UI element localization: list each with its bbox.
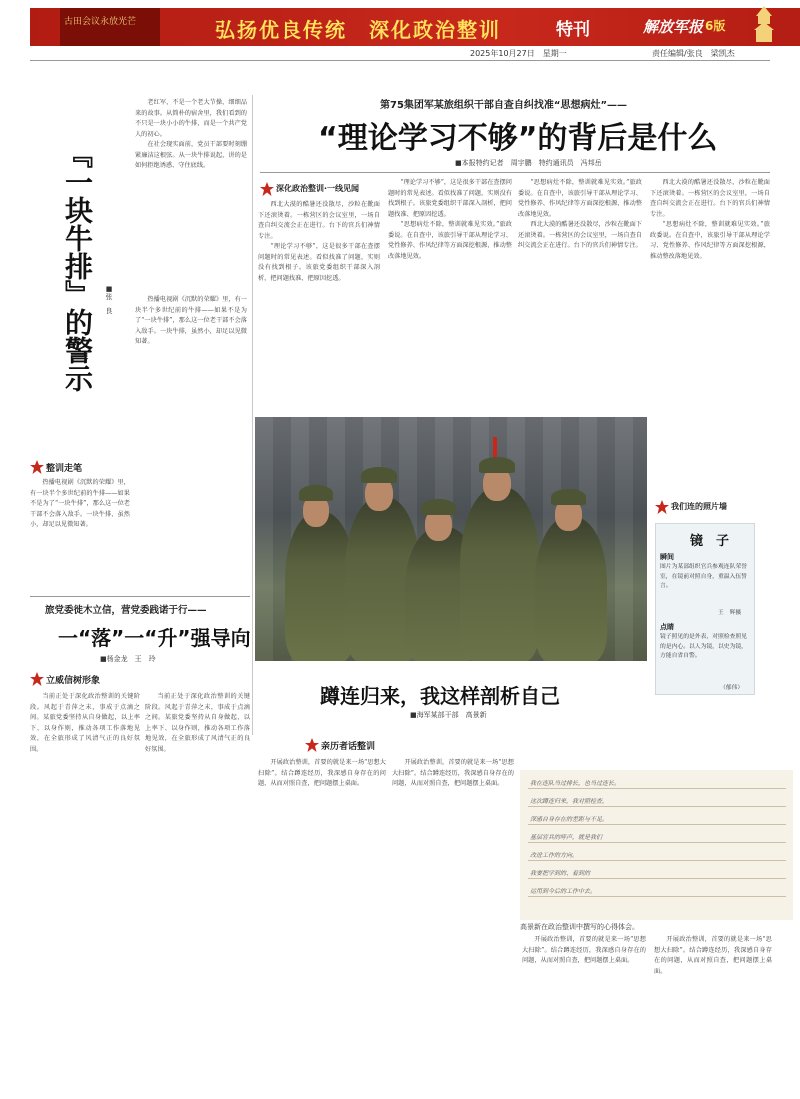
editors: 责任编辑/张良 梁凯杰 <box>652 49 735 58</box>
star-icon <box>30 672 44 686</box>
dateline: 2025年10月27日 星期一 <box>470 49 567 58</box>
main-headline: “理论学习不够”的背后是什么 <box>318 121 718 156</box>
letter-line: 改进工作的方向。 <box>530 852 579 859</box>
main-text-col3 <box>518 178 642 412</box>
letter-line: 深感自身存在的差距与不足。 <box>530 816 609 823</box>
paper-name: 解放军报 <box>643 18 704 36</box>
main-paragraph: “思想病灶不除，整训就难见实效。”旅政委说。在自查中，该旅引导干部从理论学习、党性修养、作风纪律等方面深挖根源，推动整改落地见效。 <box>388 221 512 260</box>
zhengxun-paragraph: 热播电视剧《沉默的荣耀》里，有一块半个多世纪前的牛排——如果不是为了“一块牛排”，那么这一位老干部不会落入敌手。一块牛排，虽然小，却足以见微知著。 <box>30 479 130 528</box>
photo-story-byline: ■海军某部干部 高景新 <box>410 711 487 719</box>
banner-slogan: 弘扬优良传统 深化政治整训 <box>215 18 501 42</box>
star-icon <box>655 500 669 514</box>
essay-paragraph: 老红军，不是一个老大节操，细细品来的故事。从简朴的宿舍里，我们看到的不只是一块小小的牛排，而是一个共产党人的初心。 <box>135 99 247 138</box>
gutian-logo-text: 古田会议永放光芒 <box>64 17 137 27</box>
zhengxun-text <box>30 478 130 598</box>
letter-caption: 高景新在政治整训中撰写的心得体会。 <box>520 923 639 931</box>
essay-paragraph: 热播电视剧《沉默的荣耀》里，有一块半个多世纪前的牛排——如果不是为了“一块牛排”，那么这一位老干部不会落入敌手。一块牛排，虽然小，却足以见微知著。 <box>135 296 247 345</box>
photo-story-col2 <box>392 758 514 1088</box>
photo-story-headline: 蹲连归来，我这样剖析自己 <box>320 684 560 708</box>
main-paragraph: 西北大漠的酷暑还没散尽，沙粒在靴面下还滚烫着。一栋营区的会议室里，一场自查自纠交流会正在进行。台下的官兵们神情专注。 <box>650 179 770 218</box>
moment-author: 王 辉摄 <box>718 610 742 616</box>
photo-story-col1 <box>258 758 386 1088</box>
main-paragraph: “思想病灶不除，整训就难见实效。”旅政委说。在自查中，该旅引导干部从理论学习、党性修养、作风纪律等方面深挖根源，推动整改落地见效。 <box>518 179 642 218</box>
main-paragraph: “理论学习不够”，这是很多干部在查摆问题时的常见表述。看似找准了问题，实则没有找到根子。该旅党委组织干部深入剖析，把问题找准、把原因挖透。 <box>388 179 512 218</box>
photo-story-paragraph: 开展政治整训，首要的就是来一场“思想大扫除”。结合蹲连经历，我深感自身存在的问题，从而对照自查，把问题摆上桌面。 <box>654 936 772 975</box>
comment-text: 镜子照见的是外表，对照检查照见的是内心。以人为镜，以史为镜，方能自省自警。 <box>660 634 747 659</box>
story2-kicker: 旅党委徙木立信，营党委践诺于行—— <box>45 605 207 616</box>
story2-paragraph: 当前正处于深化政治整训的关键阶段。风起于青萍之末，事成于点滴之间。某旅党委坚持从自身做起，以上率下、以身作则，推动各项工作落地见效，在全旅形成了风清气正的良好氛围。 <box>145 693 250 753</box>
moment-text: 图片为某部组织官兵参观连队荣誉室，在镜前对照自身，重温入伍誓言。 <box>660 564 747 589</box>
story2-byline: ■杨金龙 王 玲 <box>100 655 156 663</box>
soldiers-mirror-photo <box>255 417 647 661</box>
comment-label: 点睛 <box>660 623 674 631</box>
story2-headline: 一“落”一“升”强导向 <box>58 626 251 650</box>
special-label: 特刊 <box>556 20 590 40</box>
star-icon <box>260 182 274 196</box>
photo-wall-tag: 我们连的照片墙 <box>671 502 727 511</box>
story2-text-1 <box>30 692 140 1087</box>
section-tag-qinli: 亲历者话整训 <box>321 742 376 752</box>
section-rule <box>30 596 250 597</box>
essay-text-1 <box>135 98 247 288</box>
main-byline: ■本报特约记者 周宇鹏 特约通讯员 冯邦岳 <box>455 159 602 167</box>
letter-line: 运用到今后的工作中去。 <box>530 888 597 895</box>
essay-title: 『一块牛排』的警示 <box>61 140 94 392</box>
main-text-col4 <box>650 178 770 488</box>
story2-text-2 <box>145 692 250 1087</box>
essay-text-2 <box>135 295 247 495</box>
main-rule <box>260 172 770 173</box>
comment-author: （郁伟） <box>720 685 744 691</box>
section-tag-liwei: 立威信树形象 <box>46 676 101 686</box>
header-rule <box>30 60 770 61</box>
pagoda-icon <box>750 4 778 44</box>
moment-label: 瞬间 <box>660 553 674 561</box>
main-paragraph: “思想病灶不除，整训就难见实效。”旅政委说。在自查中，该旅引导干部从理论学习、党性修养、作风纪律等方面深挖根源，推动整改落地见效。 <box>650 221 770 260</box>
photo-story-paragraph: 开展政治整训，首要的就是来一场“思想大扫除”。结合蹲连经历，我深感自身存在的问题，从而对照自查，把问题摆上桌面。 <box>392 759 514 787</box>
handwritten-letter <box>520 770 793 920</box>
main-kicker: 第75集团军某旅组织干部自查自纠找准“思想病灶”—— <box>380 100 628 111</box>
essay-author: ■张 良 <box>105 285 113 314</box>
main-paragraph: 西北大漠的酷暑还没散尽，沙粒在靴面下还滚烫着。一栋营区的会议室里，一场自查自纠交流会正在进行。台下的官兵们神情专注。 <box>258 201 380 240</box>
letter-line: 我在连队当过排长，也当过连长。 <box>530 780 621 787</box>
main-text-col1 <box>258 200 380 412</box>
star-icon <box>30 460 44 474</box>
photo-story-paragraph: 开展政治整训，首要的就是来一场“思想大扫除”。结合蹲连经历，我深感自身存在的问题，从而对照自查，把问题摆上桌面。 <box>258 759 386 787</box>
photo-story-paragraph: 开展政治整训，首要的就是来一场“思想大扫除”。结合蹲连经历，我深感自身存在的问题，从而对照自查，把问题摆上桌面。 <box>522 936 646 964</box>
main-section-tag: 深化政治整训·一线见闻 <box>276 184 360 193</box>
main-text-col2 <box>388 178 512 412</box>
letter-line: 这次蹲连归来，我对照检查， <box>530 798 609 805</box>
mirror-title: 镜 子 <box>690 534 730 549</box>
letter-line: 基层官兵的呼声，就是我们 <box>530 834 603 841</box>
photo-story-col3 <box>654 935 772 1085</box>
column-divider <box>252 95 253 735</box>
main-paragraph: “理论学习不够”，这是很多干部在查摆问题时的常见表述。看似找准了问题，实则没有找到根子。该旅党委组织干部深入剖析，把问题找准、把原因挖透。 <box>258 243 380 282</box>
photo-story-col4 <box>522 935 646 1085</box>
main-paragraph: 西北大漠的酷暑还没散尽，沙粒在靴面下还滚烫着。一栋营区的会议室里，一场自查自纠交流会正在进行。台下的官兵们神情专注。 <box>518 221 642 249</box>
letter-line: 我要把学到的、看到的 <box>530 870 591 877</box>
section-tag-zhengxun: 整训走笔 <box>46 464 83 474</box>
story2-paragraph: 当前正处于深化政治整训的关键阶段。风起于青萍之末，事成于点滴之间。某旅党委坚持从自身做起，以上率下、以身作则，推动各项工作落地见效，在全旅形成了风清气正的良好氛围。 <box>30 693 140 753</box>
page-number: 6版 <box>705 19 726 33</box>
essay-paragraph: 在社会现实面前，党员干部要时刻绷紧廉洁这根弦。从一块牛排说起，讲的是如何拒绝诱惑、守住底线。 <box>135 141 247 169</box>
star-icon <box>305 738 319 752</box>
